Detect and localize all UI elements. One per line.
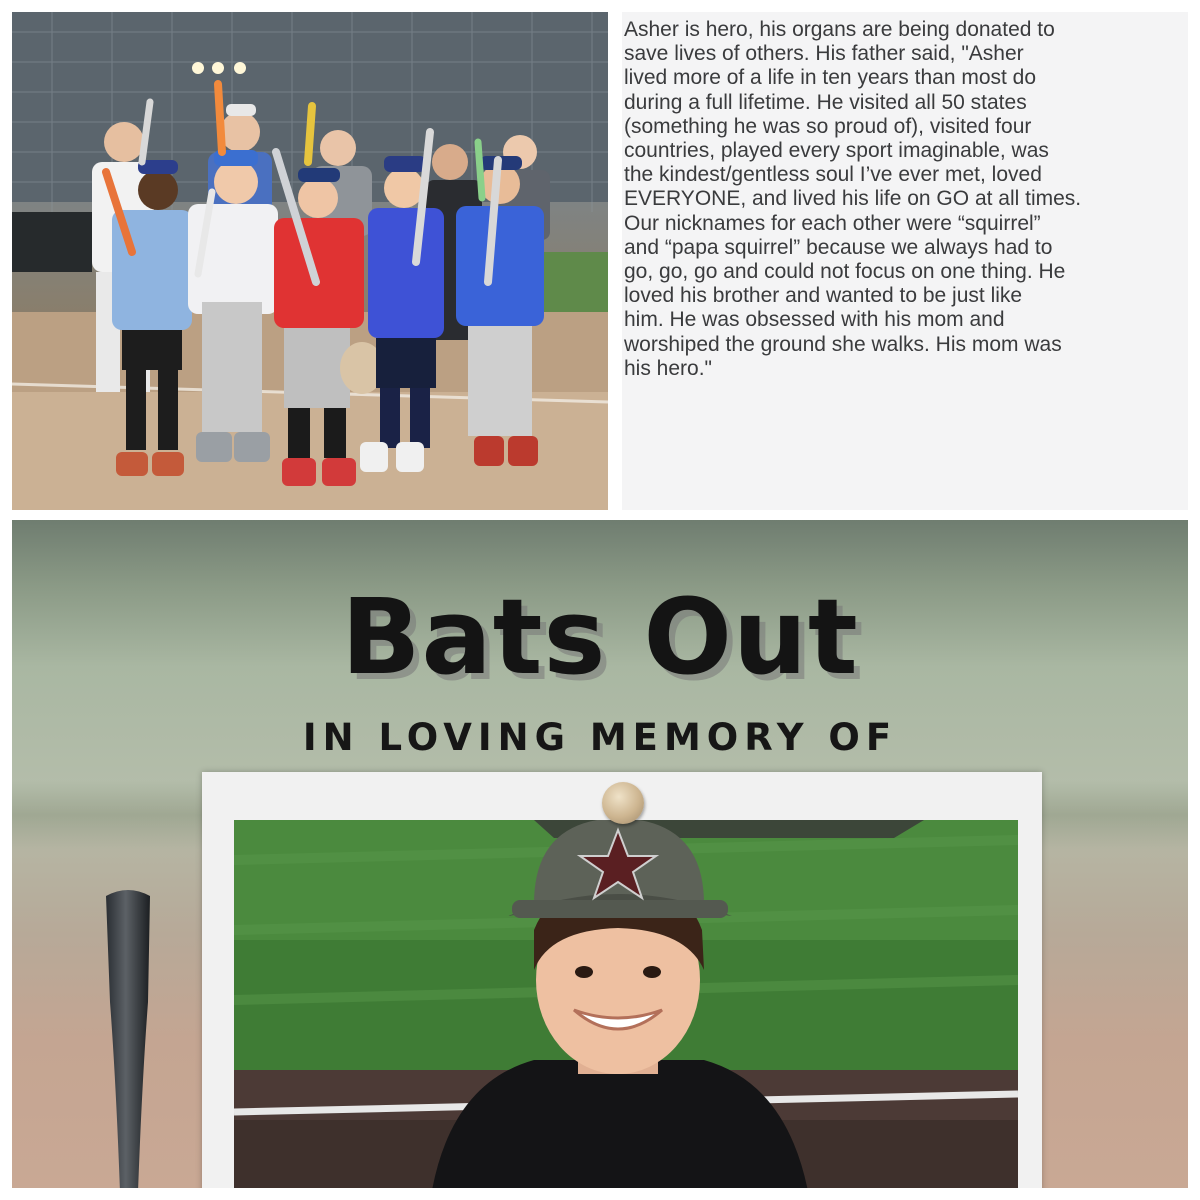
memorial-subheadline: IN LOVING MEMORY OF xyxy=(302,716,898,759)
memorial-headline: Bats Out xyxy=(341,576,859,698)
photo-frame xyxy=(202,772,1042,1188)
team-photo-illustration xyxy=(12,12,608,510)
boy-portrait xyxy=(234,820,1018,1188)
memorial-graphic xyxy=(12,520,1188,1188)
team-photo xyxy=(12,12,608,510)
caption-text: Asher is hero, his organs are being donated to save lives of others. His father said, "Asher lived more of a life in ten years than most do during a full lifetime. He visited all 50 states (something he was so proud of), visited four countries, played every sport imaginable, was the kindest/gentless soul I’ve ever met, loved EVERYONE, and lived his life on GO at all times. Our nicknames for each other were “squirrel” and “papa squirrel” because we always had to go, go, go and could not focus on one thing. He loved his brother and wanted to be just like him. He was obsessed with his mom and worshiped the ground she walks. His mom was his hero." xyxy=(624,18,1082,380)
caption-panel xyxy=(622,12,1188,510)
push-pin-icon xyxy=(602,782,644,824)
portrait-illustration xyxy=(234,820,1018,1188)
baseball-bat-icon xyxy=(98,882,158,1188)
